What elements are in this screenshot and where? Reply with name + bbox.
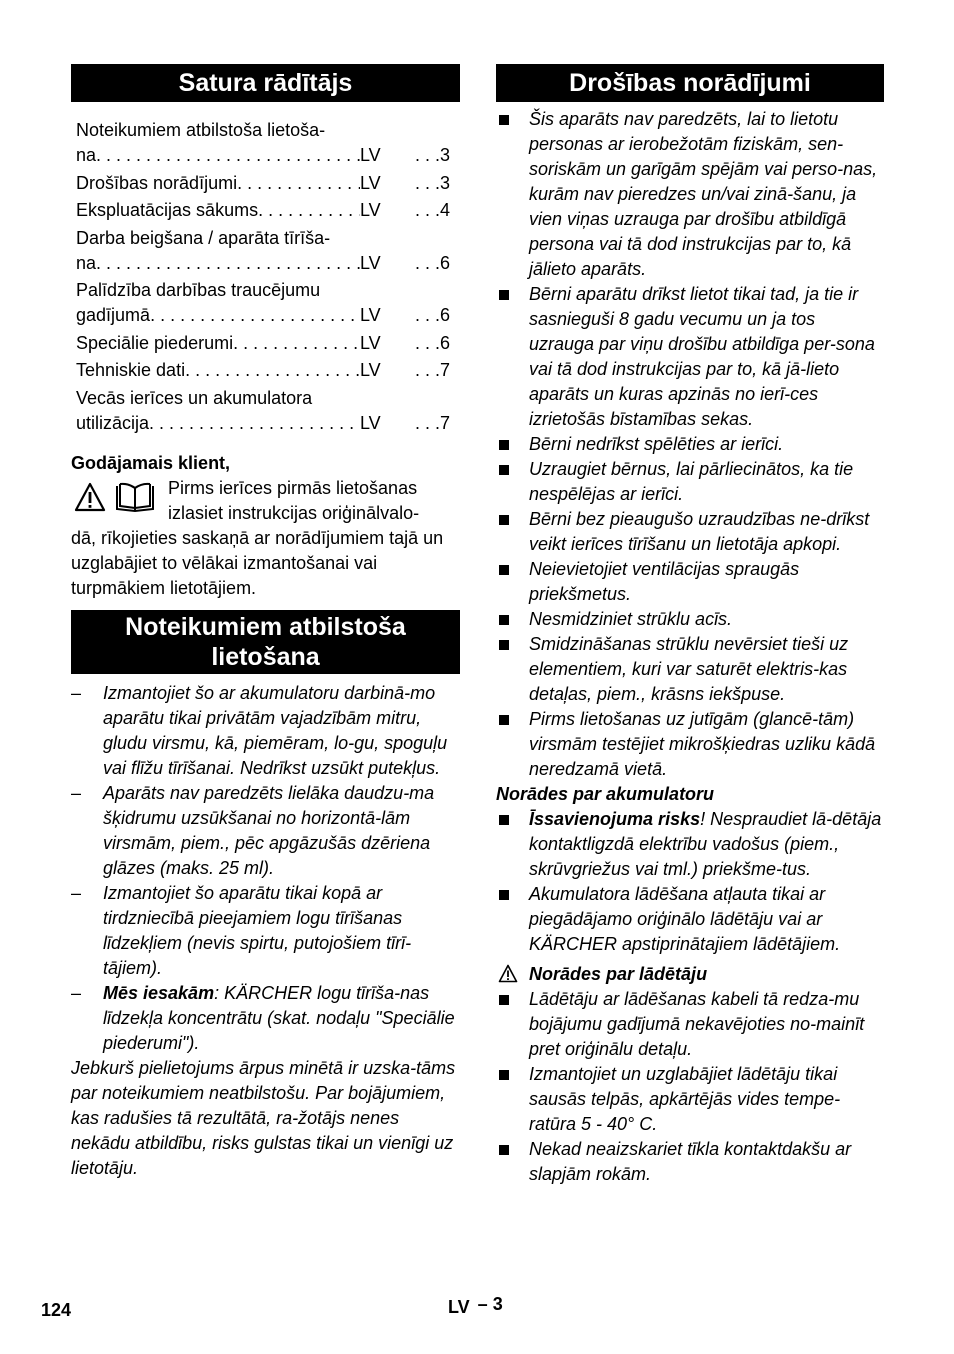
toc-entry [76, 278, 450, 328]
square-bullet [499, 440, 509, 450]
toc-entry-line-2: na [76, 145, 97, 165]
list-item-text: Izmantojiet šo ar akumulatoru darbinā-mo aparātu tikai privātām vajadzībām mitru, gludu virsmu, kā, piemēram, lo-gu, spoguļu vai flīžu tīrīšanai. Nedrīkst uzsūkt putekļus. [103, 682, 448, 778]
charger-heading [496, 962, 884, 987]
intended-use-list [71, 681, 460, 1056]
greeting-line-1: Pirms ierīces pirmās lietošanas [168, 477, 418, 498]
intended-use-title-line-1: Noteikumiem atbilstoša [125, 612, 406, 641]
list-item-text: Smidzināšanas strūklu nevērsiet tieši uz elementiem, kuri var saturēt elektris-kas detaļas, piem., krāsns iekšpuse. [529, 634, 849, 704]
greeting-intro [71, 476, 460, 601]
toc-entry-page: . . .7 [414, 360, 450, 380]
toc-entry-last-line [76, 198, 360, 223]
toc-leader-dots [237, 171, 360, 196]
list-item-text: Bērni bez pieaugušo uzraudzības ne-drīkst veikt ierīces tīrīšanu un lietotāja apkopi. [529, 509, 870, 554]
footer-lang: LV [448, 1297, 470, 1317]
list-item [71, 881, 460, 981]
toc-entry-line-2: Drošības norādījumi [76, 172, 238, 193]
battery-heading: Norādes par akumulatoru [496, 784, 715, 804]
toc-entry-line-1: Vecās ierīces un akumulatora [76, 387, 313, 408]
footer-sub-page: 3 [492, 1294, 503, 1314]
toc-entry [76, 386, 450, 436]
list-item-bold: Īssavienojuma risks [529, 809, 701, 829]
list-item-text: Nekad neaizskariet tīkla kontaktdakšu ar slapjām rokām. [529, 1139, 852, 1184]
list-item-bold: Mēs iesakām [103, 982, 215, 1003]
toc-entry-page: . . .6 [414, 305, 450, 325]
safety-title: Drošības norādījumi [496, 64, 884, 102]
toc-leader-dots [150, 303, 360, 328]
list-item [496, 107, 884, 282]
square-bullet [499, 615, 509, 625]
list-item [496, 882, 884, 957]
toc-entry-line-1: Noteikumiem atbilstoša lietoša- [76, 120, 326, 140]
toc-entry-last-line [76, 251, 360, 276]
list-item-text: Neievietojiet ventilācijas spraugās priekšmetus. [529, 559, 800, 604]
toc-entry-title [76, 386, 360, 436]
list-item-text: Šis aparāts nav paredzēts, lai to lietotu personas ar ierobežotām fiziskām, sen-soriskām un garīgām spējām vai perso-nas, kurām nav pieredzes un/vai zinā-šanu, ja vien viņas uzrauga par drošību atbildīgā persona vai tā dod instrukcijas par to, kā jālieto aparāts. [529, 109, 878, 279]
list-item [496, 987, 884, 1062]
battery-list [496, 807, 884, 957]
list-item [496, 1062, 884, 1137]
toc-title: Satura rādītājs [71, 64, 460, 102]
square-bullet [499, 890, 509, 900]
toc-entry-line-2: Speciālie piederumi [76, 332, 234, 353]
square-bullet [499, 640, 509, 650]
square-bullet [499, 715, 509, 725]
toc-leader-dots [233, 331, 360, 356]
list-item [71, 681, 460, 781]
toc-entry [76, 118, 450, 168]
list-item-text: Izmantojiet un uzglabājiet lādētāju tikai sausās telpās, apkārtējās vides tempe-ratūra 5 - 40° C. [529, 1064, 841, 1134]
toc-entry-line-1: Palīdzība darbības traucējumu [76, 280, 321, 300]
toc-entry-title [76, 226, 360, 276]
toc-entry-last-line [76, 171, 360, 196]
toc-entry-lang: LV [360, 145, 381, 165]
dash-bullet: – [71, 782, 82, 803]
list-item-text: Bērni aparātu drīkst lietot tikai tad, ja tie ir sasnieguši 8 gadu vecumu un ja tos uzrauga par viņu drošību atbildīga per-sona vai tā dod instrukcijas par to, kā jā-lieto aparāts un kuras apzinās no ierī-ces izrietošās bīstamības sekas. [529, 284, 875, 429]
left-column [71, 64, 460, 1181]
right-column [496, 64, 884, 1187]
footer-lang-page [448, 1296, 503, 1318]
toc-entry-line-2: Tehniskie dati [76, 360, 186, 380]
list-item-text: ! Nespraudiet lā-dētāja kontaktligzdā elektrību vadošus (piem., skrūvgriežus vai tml.) priekšme-tus. [529, 809, 882, 879]
list-item [71, 781, 460, 881]
toc-leader-dots [258, 198, 360, 223]
greeting-rest: dā, rīkojieties saskaņā ar norādījumiem tajā un uzglabājiet to vēlākai izmantošanai vai turpmākiem lietotājiem. [71, 527, 444, 598]
list-item-text: Aparāts nav paredzēts lielāka daudzu-ma šķidrumu uzsūkšanai no horizontā-lām virsmām, piem., pēc apgāzušās dzēriena glāzes (maks. 25 ml). [103, 782, 435, 878]
toc-entry-line-1: Darba beigšana / aparāta tīrīša- [76, 227, 331, 248]
list-item [71, 981, 460, 1056]
list-item [496, 607, 884, 632]
toc-entry-title [76, 171, 360, 196]
toc-entry-line-2: na [76, 252, 97, 273]
toc-leader-dots [149, 411, 360, 436]
toc-entry-lang: LV [360, 412, 381, 433]
list-item-text: Izmantojiet šo aparātu tikai kopā ar tirdzniecībā pieejamiem logu tīrīšanas līdzekļiem (nevis spirtu, putojošiem tīrī-tājiem). [103, 882, 412, 978]
list-item [496, 432, 884, 457]
dash-bullet: – [71, 982, 82, 1003]
square-bullet [499, 995, 509, 1005]
table-of-contents [76, 118, 450, 436]
square-bullet [499, 1145, 509, 1155]
list-item [496, 507, 884, 557]
intended-use-title [71, 610, 460, 674]
toc-entry [76, 198, 450, 223]
toc-entry-lang: LV [360, 252, 381, 273]
manual-book-icon [113, 482, 157, 514]
greeting-line-2: izlasiet instrukcijas oriģinālvalo- [168, 502, 420, 523]
toc-entry-page: . . .6 [414, 252, 450, 273]
list-item-text: Bērni nedrīkst spēlēties ar ierīci. [529, 434, 784, 454]
toc-entry-last-line [76, 143, 360, 168]
toc-leader-dots [96, 251, 360, 276]
list-item [496, 1137, 884, 1187]
greeting-heading: Godājamais klient, [71, 452, 231, 473]
dash-bullet: – [71, 682, 82, 703]
toc-entry [76, 331, 450, 356]
toc-leader-dots [185, 358, 360, 383]
intended-use-closing: Jebkurš pielietojums ārpus minētā ir uzska-tāms par noteikumiem neatbilstošu. Par bojājumiem, kas radušies tā rezultātā, ra-žotājs nenes nekādu atbildību, risks gulstas tikai un vienīgi uz lietotāju. [71, 1057, 456, 1178]
toc-entry [76, 358, 450, 383]
square-bullet [499, 1070, 509, 1080]
toc-entry-lang: LV [360, 360, 381, 380]
list-item-text: Pirms lietošanas uz jutīgām (glancē-tām) virsmām testējiet mikrošķiedras uzliku kādā neredzamā vietā. [529, 709, 876, 779]
dash-bullet: – [71, 882, 82, 903]
square-bullet [499, 115, 509, 125]
intended-use-title-line-2: lietošana [211, 642, 320, 671]
square-bullet [499, 465, 509, 475]
toc-entry-lang: LV [360, 305, 381, 325]
charger-heading-text: Norādes par lādētāju [529, 964, 708, 984]
warning-triangle-icon [498, 964, 518, 983]
toc-leader-dots [96, 143, 360, 168]
footer-dash: – [477, 1294, 488, 1314]
toc-entry-last-line [76, 331, 360, 356]
toc-entry-line-2: Ekspluatācijas sākums [76, 200, 259, 220]
toc-entry [76, 226, 450, 276]
list-item-text: Akumulatora lādēšana atļauta tikai ar piegādājamo oriģinālo lādētāju vai ar KÄRCHER apstiprinātajiem lādētājiem. [529, 884, 841, 954]
toc-entry-last-line [76, 358, 360, 383]
list-item [496, 457, 884, 507]
warning-triangle-icon [74, 482, 106, 512]
square-bullet [499, 290, 509, 300]
list-item [496, 557, 884, 607]
list-item [496, 807, 884, 882]
toc-entry-page: . . .4 [414, 200, 450, 220]
toc-entry-last-line [76, 411, 360, 436]
list-item-text: Uzraugiet bērnus, lai pārliecinātos, ka tie nespēlējas ar ierīci. [529, 459, 854, 504]
list-item [496, 282, 884, 432]
toc-entry-lang: LV [360, 200, 381, 220]
toc-entry-line-2: utilizācija [76, 412, 150, 433]
toc-entry-title [76, 118, 360, 168]
list-item [496, 632, 884, 707]
toc-entry-title [76, 358, 360, 383]
toc-entry-title [76, 331, 360, 356]
list-item-text: Nesmidziniet strūklu acīs. [529, 609, 733, 629]
square-bullet [499, 815, 509, 825]
square-bullet [499, 565, 509, 575]
toc-entry-lang: LV [360, 332, 381, 353]
square-bullet [499, 515, 509, 525]
intro-icons [74, 482, 157, 514]
toc-entry-page: . . .3 [414, 145, 450, 165]
toc-entry-page: . . .6 [414, 332, 450, 353]
toc-entry-last-line [76, 303, 360, 328]
toc-entry-title [76, 278, 360, 328]
list-item [496, 707, 884, 782]
list-item-text: : KÄRCHER logu tīrīša-nas līdzekļa koncentrātu (skat. nodaļu "Speciālie piederumi"). [103, 982, 455, 1053]
list-item-text: Lādētāju ar lādēšanas kabeli tā redza-mu bojājumu gadījumā nekavējoties no-mainīt pret oriģinālu detaļu. [529, 989, 865, 1059]
page-number: 124 [41, 1300, 72, 1320]
safety-list [496, 107, 884, 782]
toc-entry-page: . . .3 [414, 172, 450, 193]
toc-entry-line-2: gadījumā [76, 305, 151, 325]
toc-entry-title [76, 198, 360, 223]
toc-entry-page: . . .7 [414, 412, 450, 433]
toc-entry [76, 171, 450, 196]
charger-list [496, 987, 884, 1187]
toc-entry-lang: LV [360, 172, 381, 193]
